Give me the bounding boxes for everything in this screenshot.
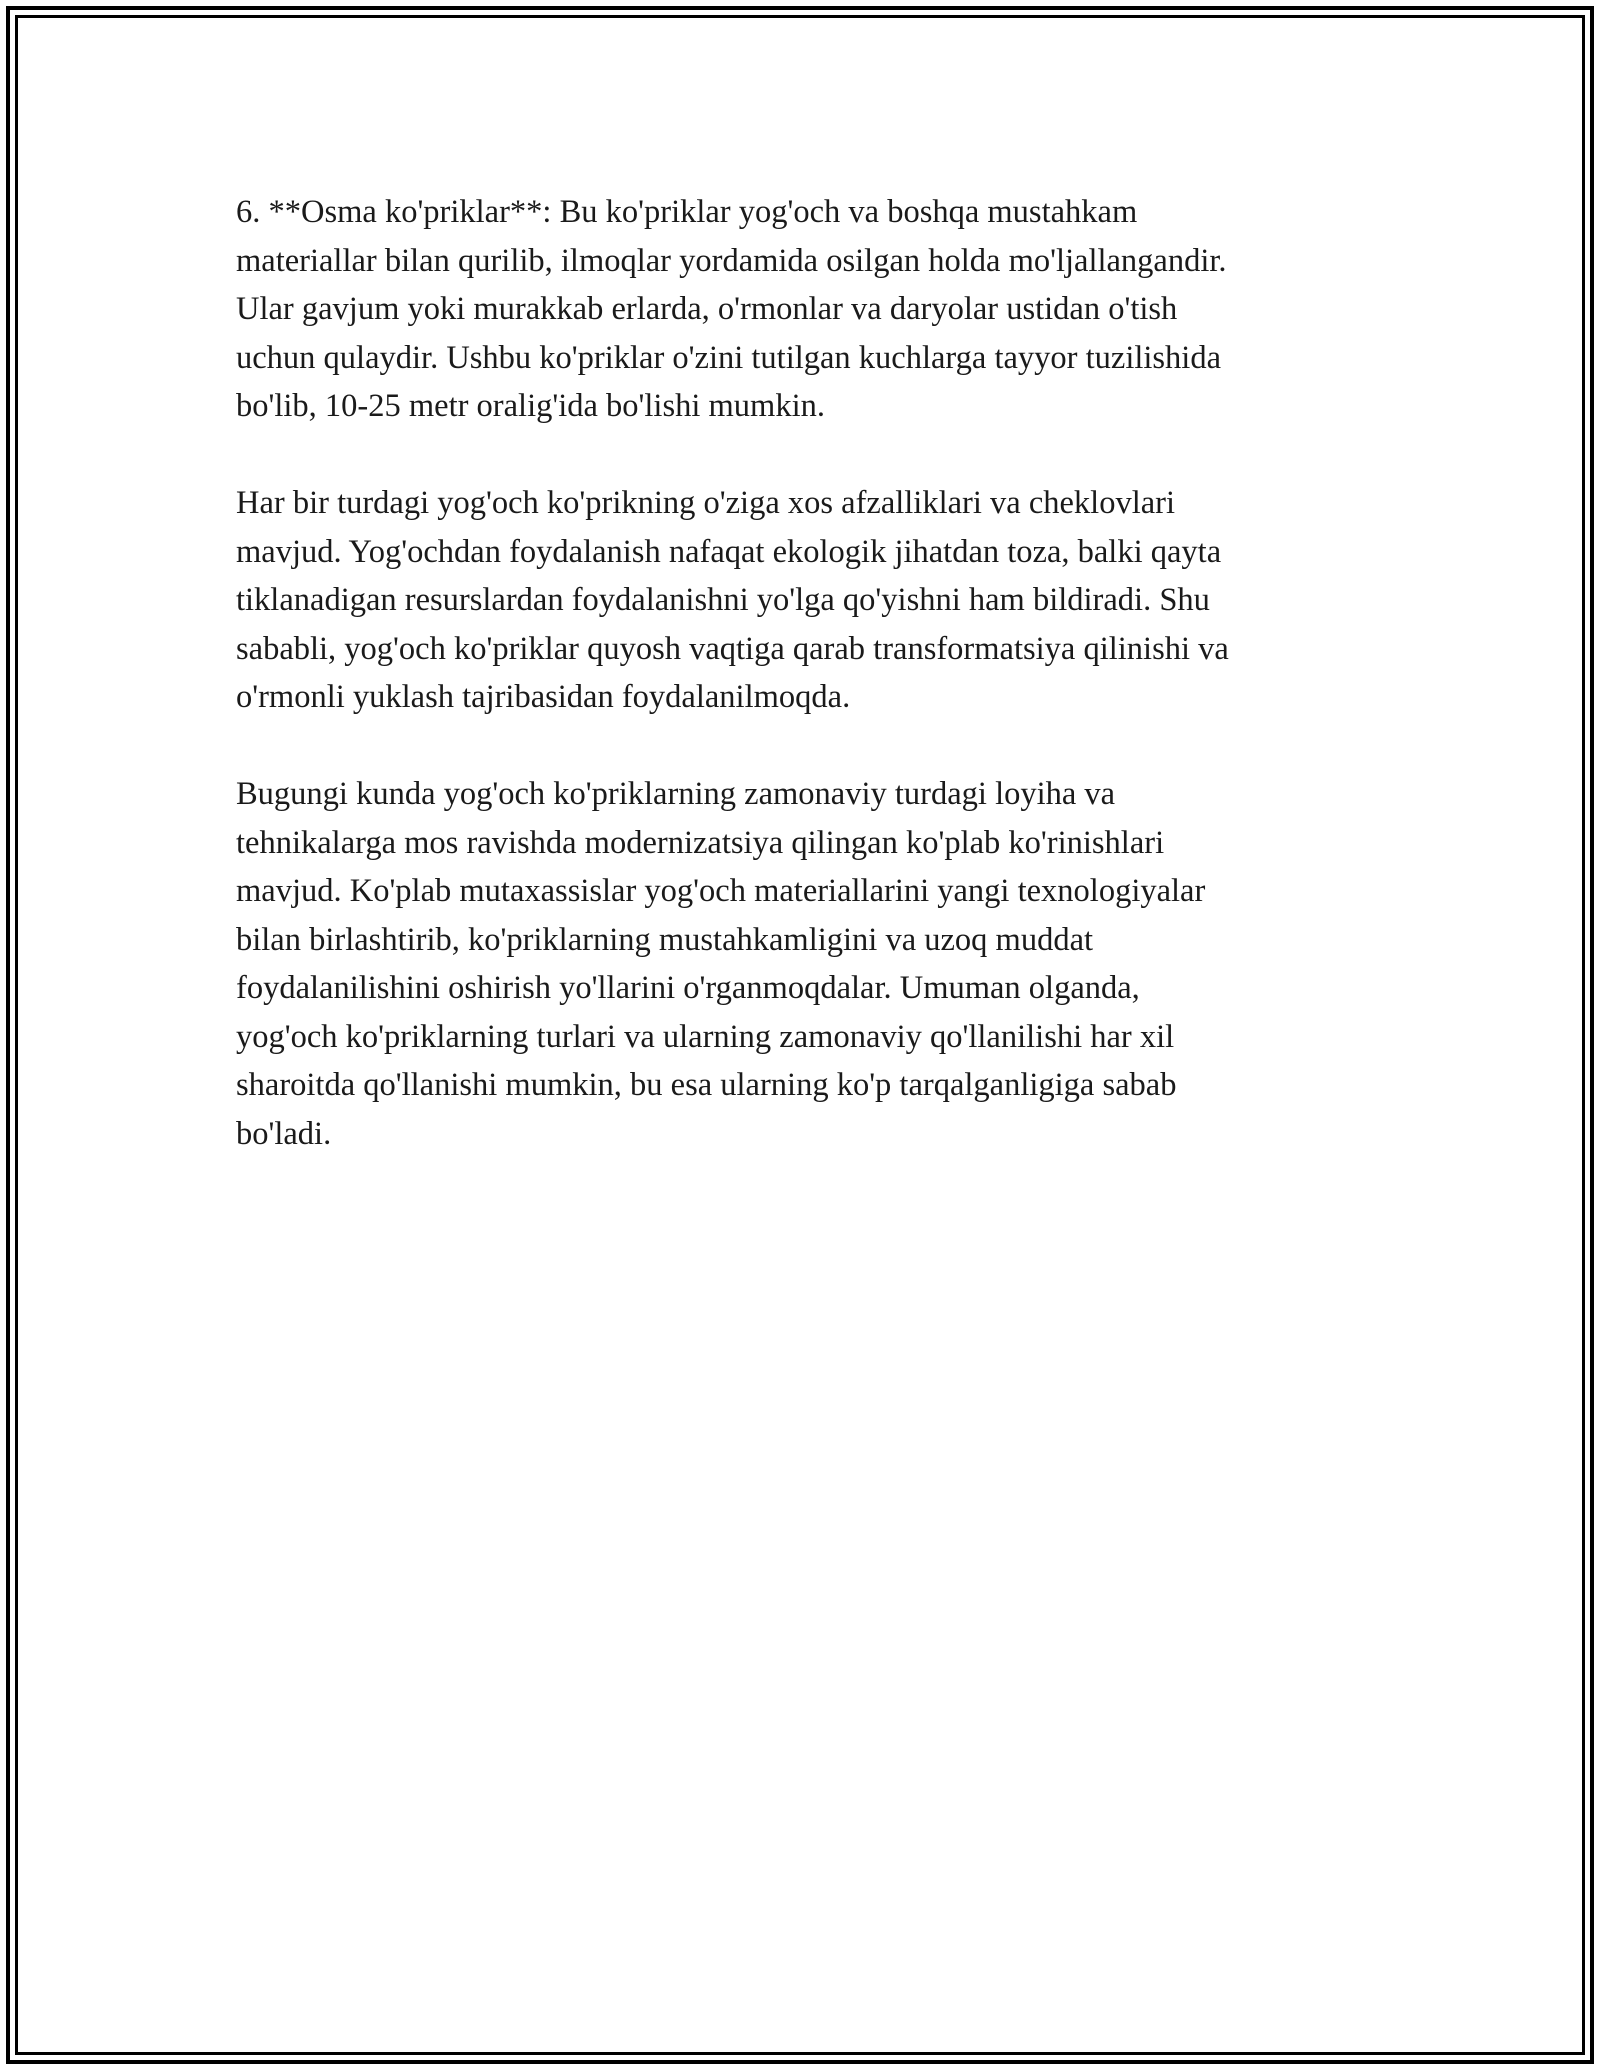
paragraph-modernization: Bugungi kunda yog'och ko'priklarning zamonaviy turdagi loyiha va tehnikalarga mos ravishda modernizatsiya qilingan ko'plab ko'rinishlari mavjud. Ko'plab mutaxassislar yog'och materiallarini yangi texnologiyalar bilan birlashtirib, ko'priklarning mustahkamligini va uzoq muddat foydalanilishini oshirish yo'llarini o'rganmoqdalar. Umuman olganda, yog'och ko'priklarning turlari va ularning zamonaviy qo'llanilishi har xil sharoitda qo'llanishi mumkin, bu esa ularning ko'p tarqalganligiga sabab bo'ladi. bbox=[236, 776, 1206, 1152]
document-body bbox=[236, 188, 1366, 1207]
paragraph-advantages: Har bir turdagi yog'och ko'prikning o'ziga xos afzalliklari va cheklovlari mavjud. Yog'ochdan foydalanish nafaqat ekologik jihatdan toza, balki qayta tiklanadigan resurslardan foydalanishni yo'lga qo'yishni ham bildiradi. Shu sababli, yog'och ko'priklar quyosh vaqtiga qarab transformatsiya qilinishi va o'rmonli yuklash tajribasidan foydalanilmoqda. bbox=[236, 485, 1229, 715]
paragraph-suspension-bridges: 6. **Osma ko'priklar**: Bu ko'priklar yog'och va boshqa mustahkam materiallar bilan qurilib, ilmoqlar yordamida osilgan holda mo'ljallangandir. Ular gavjum yoki murakkab erlarda, o'rmonlar va daryolar ustidan o'tish uchun qulaydir. Ushbu ko'priklar o'zini tutilgan kuchlarga tayyor tuzilishida bo'lib, 10-25 metr oralig'ida bo'lishi mumkin. bbox=[236, 194, 1227, 424]
